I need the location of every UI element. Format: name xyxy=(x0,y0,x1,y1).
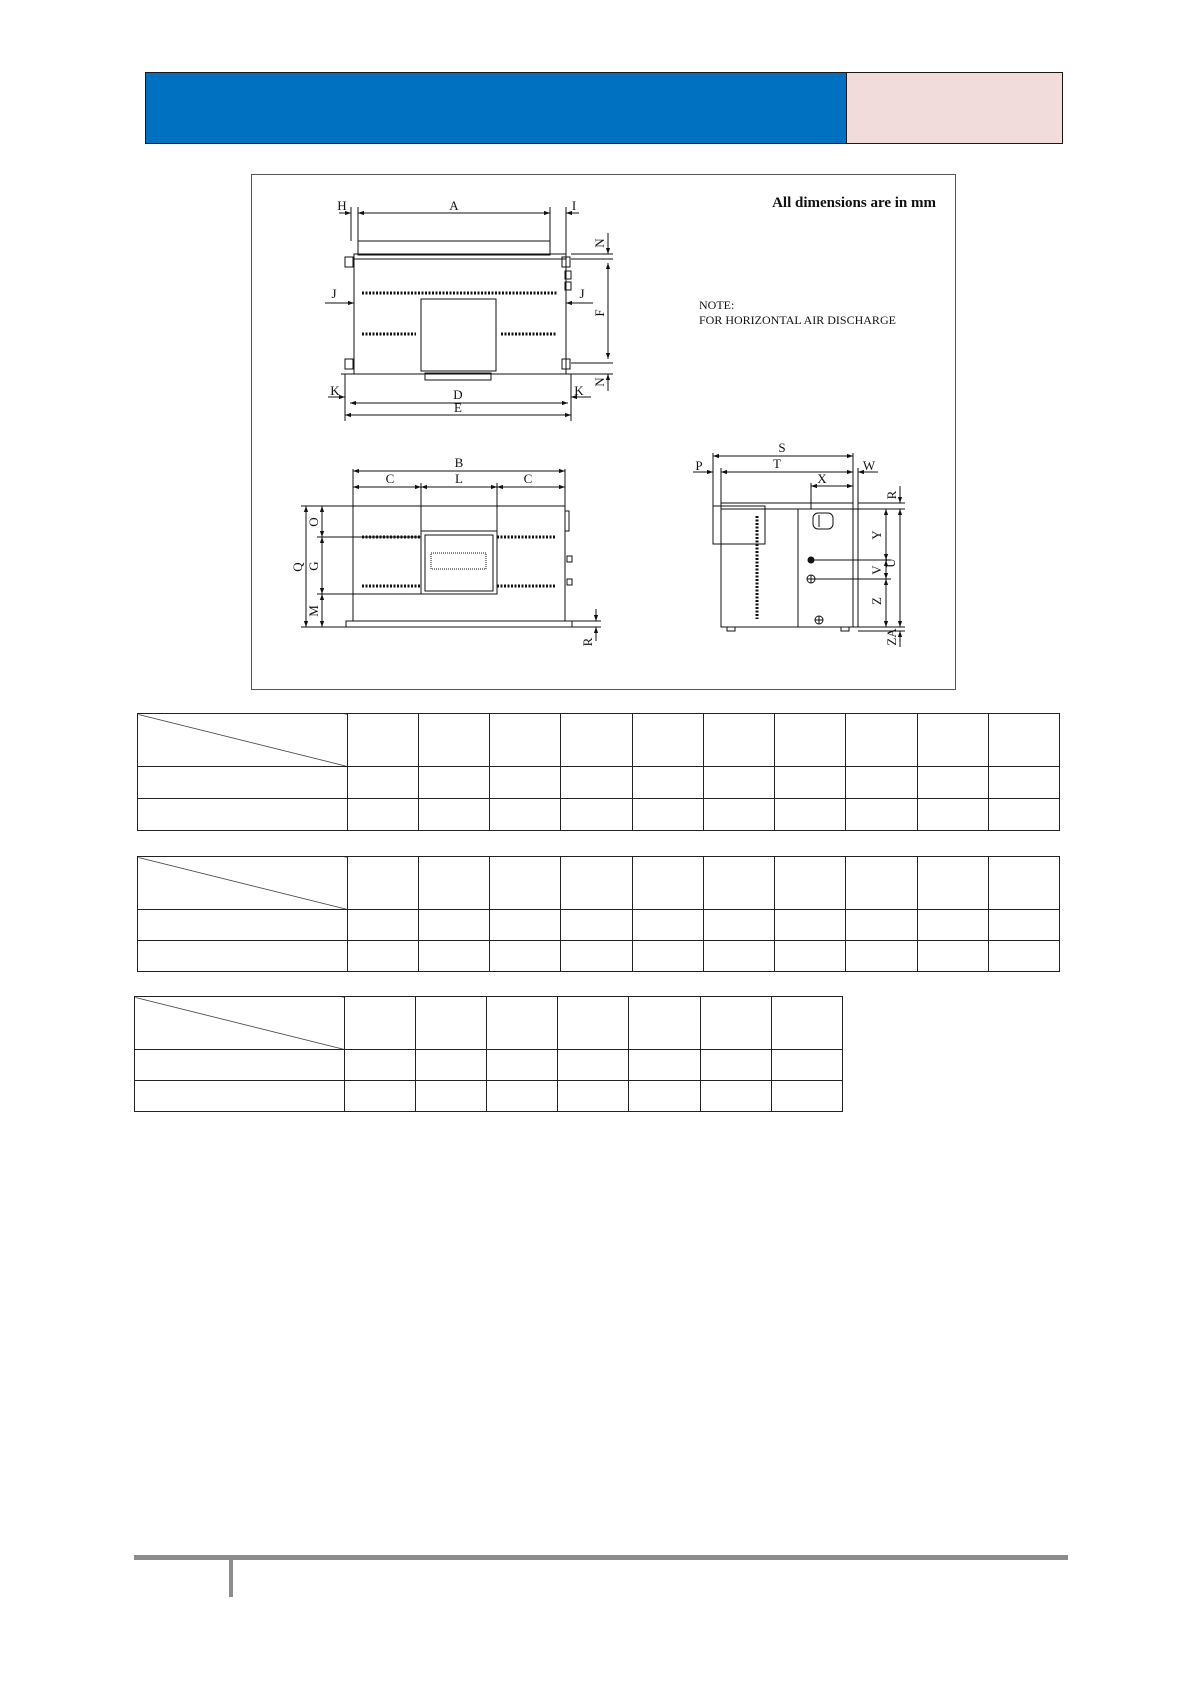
dim-label-y: Y xyxy=(869,530,884,540)
dim-label-p: P xyxy=(695,458,703,473)
dimension-drawing-frame xyxy=(251,174,956,690)
dim-label-n-bottom: N xyxy=(592,377,607,387)
dim-label-l: L xyxy=(455,471,463,486)
header-bar xyxy=(145,72,847,144)
dim-label-m: M xyxy=(306,605,321,617)
table-cell xyxy=(775,767,846,799)
table-cell xyxy=(917,799,988,831)
table-cell xyxy=(632,910,703,941)
table-header-cell xyxy=(561,857,632,910)
dim-label-c-right: C xyxy=(523,471,533,486)
table-header-cell xyxy=(632,714,703,767)
table-cell xyxy=(632,767,703,799)
table-header-cell xyxy=(846,714,917,767)
dimension-table-1 xyxy=(137,713,1060,831)
table-cell xyxy=(703,941,774,972)
table-cell xyxy=(490,910,561,941)
table-row xyxy=(138,941,1060,972)
table-cell xyxy=(490,941,561,972)
table-cell xyxy=(135,1081,345,1112)
table-cell xyxy=(771,1050,842,1081)
table-cell xyxy=(917,767,988,799)
table-cell xyxy=(558,1050,629,1081)
table-cell xyxy=(135,1050,345,1081)
table-cell xyxy=(771,1081,842,1112)
dim-label-c-left: C xyxy=(385,471,395,486)
table-row xyxy=(135,1081,843,1112)
table-header-row xyxy=(138,857,1060,910)
table-cell xyxy=(138,767,348,799)
top-view xyxy=(341,241,579,380)
table-cell xyxy=(846,767,917,799)
table-row xyxy=(135,1050,843,1081)
dim-label-t: T xyxy=(773,456,781,471)
table-header-cell xyxy=(490,857,561,910)
table-corner-cell xyxy=(138,714,348,767)
table-header-cell xyxy=(700,997,771,1050)
dim-label-i: I xyxy=(571,198,577,213)
table-cell xyxy=(490,799,561,831)
table-cell xyxy=(561,910,632,941)
table-cell xyxy=(775,799,846,831)
table-cell xyxy=(988,910,1059,941)
dim-label-b: B xyxy=(454,455,464,470)
dim-label-n-top: N xyxy=(592,238,607,248)
table-cell xyxy=(700,1081,771,1112)
dim-label-k-right: K xyxy=(574,383,584,398)
table-header-cell xyxy=(775,857,846,910)
dim-label-d: D xyxy=(453,387,463,402)
table-header-cell xyxy=(561,714,632,767)
dim-label-za: ZA xyxy=(884,628,899,646)
dim-label-u: U xyxy=(883,558,898,568)
dimension-drawing xyxy=(252,175,955,689)
table-header-cell xyxy=(771,997,842,1050)
table-cell xyxy=(988,767,1059,799)
table-cell xyxy=(629,1050,700,1081)
table-row xyxy=(138,767,1060,799)
table-cell xyxy=(917,941,988,972)
table-cell xyxy=(490,767,561,799)
table-cell xyxy=(917,910,988,941)
dimension-table-3 xyxy=(134,996,843,1112)
dim-label-h: H xyxy=(337,198,347,213)
table-header-cell xyxy=(347,857,418,910)
dim-label-g: G xyxy=(306,561,321,571)
dim-label-x: X xyxy=(817,471,827,486)
table-cell xyxy=(418,910,489,941)
table-cell xyxy=(418,767,489,799)
footer-rule xyxy=(134,1555,1068,1560)
table-cell xyxy=(846,941,917,972)
table-corner-cell xyxy=(135,997,345,1050)
table-cell xyxy=(418,941,489,972)
table-header-cell xyxy=(917,857,988,910)
table-header-cell xyxy=(344,997,415,1050)
table-header-cell xyxy=(703,714,774,767)
table-header-cell xyxy=(988,857,1059,910)
table-header-row xyxy=(135,997,843,1050)
table-cell xyxy=(988,941,1059,972)
table-header-cell xyxy=(629,997,700,1050)
table-header-cell xyxy=(917,714,988,767)
table-cell xyxy=(347,910,418,941)
table-cell xyxy=(138,941,348,972)
table-cell xyxy=(138,910,348,941)
table-header-cell xyxy=(490,714,561,767)
table-cell xyxy=(703,799,774,831)
dim-label-o: O xyxy=(306,517,321,527)
table-header-cell xyxy=(415,997,486,1050)
dim-label-s: S xyxy=(778,440,786,455)
table-cell xyxy=(988,799,1059,831)
table-cell xyxy=(700,1050,771,1081)
dim-label-e: E xyxy=(454,400,462,415)
dim-label-r-side: R xyxy=(884,490,899,500)
dim-label-z: Z xyxy=(869,597,884,605)
dim-label-j-left: J xyxy=(331,286,337,301)
table-cell xyxy=(418,799,489,831)
table-cell xyxy=(558,1081,629,1112)
dim-label-k-left: K xyxy=(330,383,340,398)
table-cell xyxy=(415,1081,486,1112)
table-header-cell xyxy=(632,857,703,910)
table-cell xyxy=(344,1081,415,1112)
dim-label-v: V xyxy=(869,565,884,575)
table-cell xyxy=(487,1081,558,1112)
table-cell xyxy=(487,1050,558,1081)
table-header-cell xyxy=(487,997,558,1050)
table-cell xyxy=(561,941,632,972)
table-header-cell xyxy=(418,714,489,767)
table-cell xyxy=(632,799,703,831)
table-cell xyxy=(415,1050,486,1081)
table-cell xyxy=(344,1050,415,1081)
table-header-cell xyxy=(846,857,917,910)
table-row xyxy=(138,799,1060,831)
table-cell xyxy=(703,767,774,799)
table-header-cell xyxy=(347,714,418,767)
table-cell xyxy=(561,799,632,831)
dim-label-q: Q xyxy=(290,562,305,572)
table-row xyxy=(138,910,1060,941)
side-view xyxy=(713,503,858,631)
front-view xyxy=(346,506,572,627)
dim-label-w: W xyxy=(862,458,876,473)
table-cell xyxy=(846,910,917,941)
footer-divider xyxy=(229,1559,233,1597)
drawing-heading: All dimensions are in mm xyxy=(772,195,936,211)
dim-label-a: A xyxy=(449,198,459,213)
table-cell xyxy=(846,799,917,831)
table-cell xyxy=(347,767,418,799)
table-cell xyxy=(632,941,703,972)
table-cell xyxy=(347,799,418,831)
table-corner-cell xyxy=(138,857,348,910)
table-cell xyxy=(629,1081,700,1112)
table-cell xyxy=(775,910,846,941)
dim-label-r-front: R xyxy=(580,637,595,647)
note-text: FOR HORIZONTAL AIR DISCHARGE xyxy=(699,313,896,327)
table-header-cell xyxy=(703,857,774,910)
table-header-cell xyxy=(418,857,489,910)
note-label: NOTE: xyxy=(699,298,735,312)
dimension-table-2 xyxy=(137,856,1060,972)
table-header-cell xyxy=(558,997,629,1050)
table-cell xyxy=(561,767,632,799)
table-header-cell xyxy=(988,714,1059,767)
table-header-row xyxy=(138,714,1060,767)
table-cell xyxy=(703,910,774,941)
table-header-cell xyxy=(775,714,846,767)
table-cell xyxy=(347,941,418,972)
table-cell xyxy=(775,941,846,972)
dim-label-j-right: J xyxy=(579,286,585,301)
table-cell xyxy=(138,799,348,831)
header-title-box xyxy=(846,72,1063,144)
dim-label-f: F xyxy=(592,309,607,317)
